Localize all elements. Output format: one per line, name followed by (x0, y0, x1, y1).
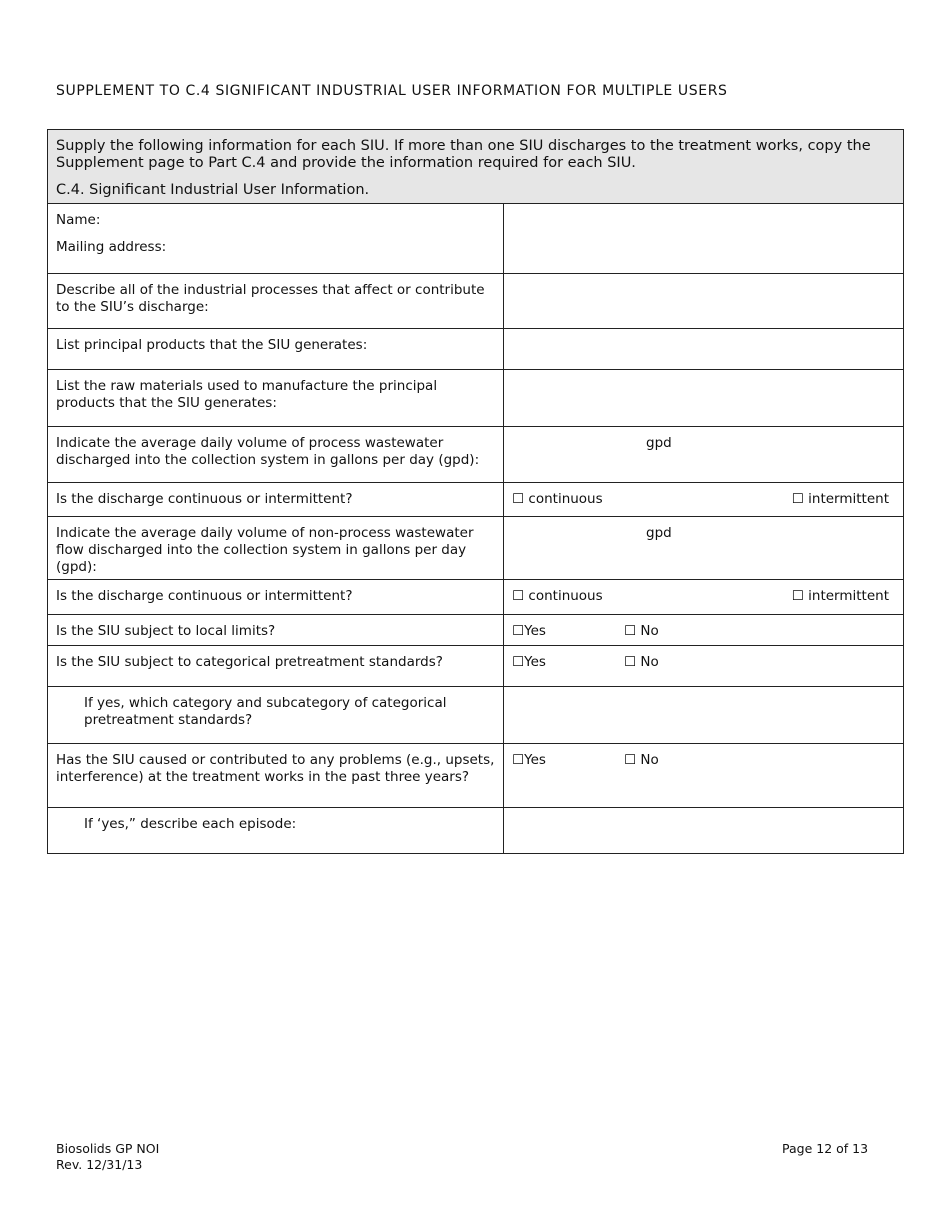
categorical-yes-checkbox[interactable]: ☐Yes (512, 654, 546, 670)
categorical-options (504, 646, 904, 687)
section-title: C.4. Significant Industrial User Information. (56, 182, 370, 198)
page-title: SUPPLEMENT TO C.4 SIGNIFICANT INDUSTRIAL USER INFORMATION FOR MULTIPLE USERS (56, 83, 728, 99)
local-limits-no-checkbox[interactable]: ☐ No (624, 623, 659, 639)
categorical-label: Is the SIU subject to categorical pretreatment standards? (48, 646, 504, 687)
footer-page-number: Page 12 of 13 (782, 1141, 869, 1156)
discharge-type-label-2: Is the discharge continuous or intermittent? (48, 580, 504, 615)
continuous-checkbox-1[interactable]: ☐ continuous (512, 491, 603, 507)
nonprocess-volume-unit: gpd (646, 525, 672, 541)
raw-materials-label: List the raw materials used to manufacture the principal products that the SIU generates: (48, 370, 504, 427)
processes-label: Describe all of the industrial processes that affect or contribute to the SIU’s discharge: (48, 274, 504, 329)
footer-revision: Rev. 12/31/13 (56, 1157, 143, 1172)
products-input[interactable] (504, 329, 904, 370)
intermittent-checkbox-2[interactable]: ☐ intermittent (791, 588, 890, 604)
products-label: List principal products that the SIU generates: (48, 329, 504, 370)
category-input[interactable] (504, 687, 904, 744)
local-limits-yes-checkbox[interactable]: ☐Yes (512, 623, 546, 639)
category-label: If yes, which category and subcategory of categorical pretreatment standards? (48, 687, 504, 744)
discharge-type-label-1: Is the discharge continuous or intermittent? (48, 483, 504, 517)
nonprocess-volume-input[interactable] (504, 517, 904, 580)
categorical-no-checkbox[interactable]: ☐ No (624, 654, 659, 670)
discharge-type-options-2 (504, 580, 904, 615)
episode-input[interactable] (504, 808, 904, 854)
siu-form-table (47, 129, 904, 854)
name-label: Name: (56, 212, 101, 228)
mailing-address-label: Mailing address: (56, 239, 167, 255)
episode-label: If ‘yes,” describe each episode: (48, 808, 504, 854)
problems-yes-checkbox[interactable]: ☐Yes (512, 752, 546, 768)
local-limits-options (504, 615, 904, 646)
process-volume-unit: gpd (646, 435, 672, 451)
problems-options (504, 744, 904, 808)
intermittent-checkbox-1[interactable]: ☐ intermittent (791, 491, 890, 507)
form-header (48, 130, 904, 204)
problems-label: Has the SIU caused or contributed to any problems (e.g., upsets, interference) at the treatment works in the past three years? (48, 744, 504, 808)
name-address-input[interactable] (504, 204, 904, 274)
footer-doc-name: Biosolids GP NOI (56, 1141, 160, 1156)
instructions-text: Supply the following information for each SIU. If more than one SIU discharges to the treatment works, copy the Supplement page to Part C.4 and provide the information required for each SIU. (56, 138, 871, 171)
raw-materials-input[interactable] (504, 370, 904, 427)
continuous-checkbox-2[interactable]: ☐ continuous (512, 588, 603, 604)
problems-no-checkbox[interactable]: ☐ No (624, 752, 659, 768)
name-address-label-cell (48, 204, 504, 274)
processes-input[interactable] (504, 274, 904, 329)
process-volume-label: Indicate the average daily volume of process wastewater discharged into the collection system in gallons per day (gpd): (48, 427, 504, 483)
discharge-type-options-1 (504, 483, 904, 517)
nonprocess-volume-label: Indicate the average daily volume of non-process wastewater flow discharged into the collection system in gallons per day (gpd): (48, 517, 504, 580)
footer-left (56, 1141, 159, 1173)
local-limits-label: Is the SIU subject to local limits? (48, 615, 504, 646)
process-volume-input[interactable] (504, 427, 904, 483)
